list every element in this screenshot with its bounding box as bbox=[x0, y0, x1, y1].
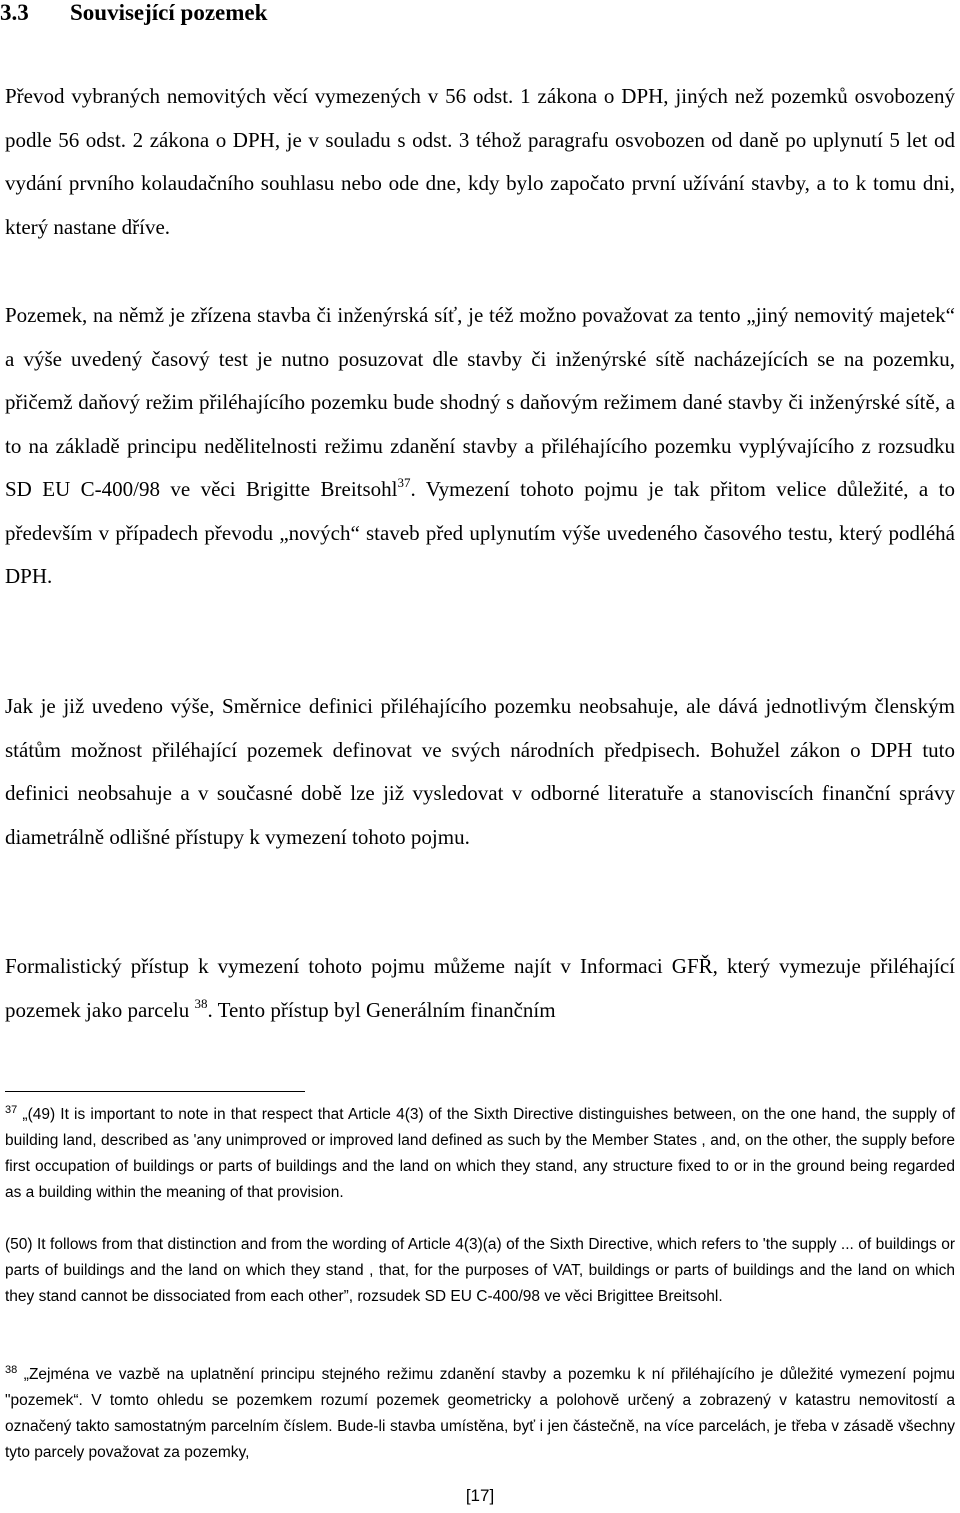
footnote-37-number: 37 bbox=[5, 1104, 18, 1116]
footnote-38 bbox=[5, 1362, 955, 1466]
paragraph-2-text-end: . Vymezení tohoto pojmu je tak přitom velice důležité, a to především v případech převodu „nových“ staveb před uplynutím výše uvedeného časového testu, který podléhá DPH. bbox=[5, 477, 955, 588]
footnote-38-text: „Zejména ve vazbě na uplatnění principu stejného režimu zdanění stavby a pozemku k ní přiléhajícího je důležité vymezení pojmu "pozemek“. V tomto ohledu se pozemkem rozumí pozemek geometricky a polohově určený a zobrazený v katastru nemovitostí a označený takto samostatným parcelním číslem. Bude-li stavba umístěna, byť i jen částečně, na více parcelách, je třeba v zásadě všechny tyto parcely považovat za pozemky, bbox=[5, 1366, 955, 1461]
paragraph-3: Jak je již uvedeno výše, Směrnice definici přiléhajícího pozemku neobsahuje, ale dává jednotlivým členským státům možnost přiléhající pozemek definovat ve svých národních předpisech. Bohužel zákon o DPH tuto definici neobsahuje a v současné době lze již vysledovat v odborné literatuře a stanoviscích finanční správy diametrálně odlišné přístupy k vymezení tohoto pojmu. bbox=[5, 694, 955, 849]
paragraph-4 bbox=[5, 945, 955, 1032]
page-number: [17] bbox=[465, 1486, 495, 1505]
paragraph-4-text-end: . Tento přístup byl Generálním finančním bbox=[207, 997, 556, 1022]
paragraph-1: Převod vybraných nemovitých věcí vymezených v 56 odst. 1 zákona o DPH, jiných než pozemků osvobozený podle 56 odst. 2 zákona o DPH, je v souladu s odst. 3 téhož paragrafu osvobozen od daně po uplynutí 5 let od vydání prvního kolaudačního souhlasu nebo ode dne, kdy bylo započato první užívání stavby, a to k tomu dni, který nastane dříve. bbox=[5, 84, 955, 239]
footnote-ref-38[interactable]: 38 bbox=[194, 995, 208, 1011]
paragraph-4-text-start: Formalistický přístup k vymezení tohoto pojmu můžeme najít v Informaci GFŘ, který vymezuje přiléhající pozemek jako parcelu bbox=[5, 954, 955, 1022]
footnote-37-continuation: (50) It follows from that distinction and from the wording of Article 4(3)(a) of the Sixth Directive, which refers to 'the supply ... of buildings or parts of buildings and the land on which they stand , that, for the purposes of VAT, buildings or parts of buildings and the land on which they stand cannot be dissociated from each other”, rozsudek SD EU C-400/98 ve věci Brigittee Breitsohl. bbox=[5, 1236, 955, 1305]
paragraph-2-text-start: Pozemek, na němž je zřízena stavba či inženýrská síť, je též možno považovat za tento „jiný nemovitý majetek“ a výše uvedený časový test je nutno posuzovat dle stavby či inženýrské sítě nacházejících se na pozemku, přičemž daňový režim přiléhajícího pozemku bude shodný s daňovým režimem dané stavby či inženýrské sítě, a to na základě principu nedělitelnosti režimu zdanění stavby a přiléhajícího pozemku vyplývajícího z rozsudku SD EU C-400/98 ve věci Brigitte Breitsohl bbox=[5, 303, 955, 501]
footnote-37-text: „(49) It is important to note in that respect that Article 4(3) of the Sixth Directive distinguishes between, on the one hand, the supply of building land, described as 'any unimproved or improved land defined as such by the Member States , and, on the other, the supply before first occupation of buildings or parts of buildings and the land on which they stand, any structure fixed to or in the ground being regarded as a building within the meaning of that provision. bbox=[5, 1106, 955, 1201]
section-heading bbox=[0, 0, 267, 28]
paragraph-2 bbox=[5, 294, 955, 599]
footnote-37 bbox=[5, 1102, 955, 1206]
section-number: 3.3 bbox=[0, 0, 29, 25]
section-title: Související pozemek bbox=[70, 0, 268, 25]
footnote-ref-37[interactable]: 37 bbox=[397, 475, 411, 490]
footnote-38-number: 38 bbox=[5, 1364, 18, 1376]
footnote-separator bbox=[5, 1091, 305, 1092]
